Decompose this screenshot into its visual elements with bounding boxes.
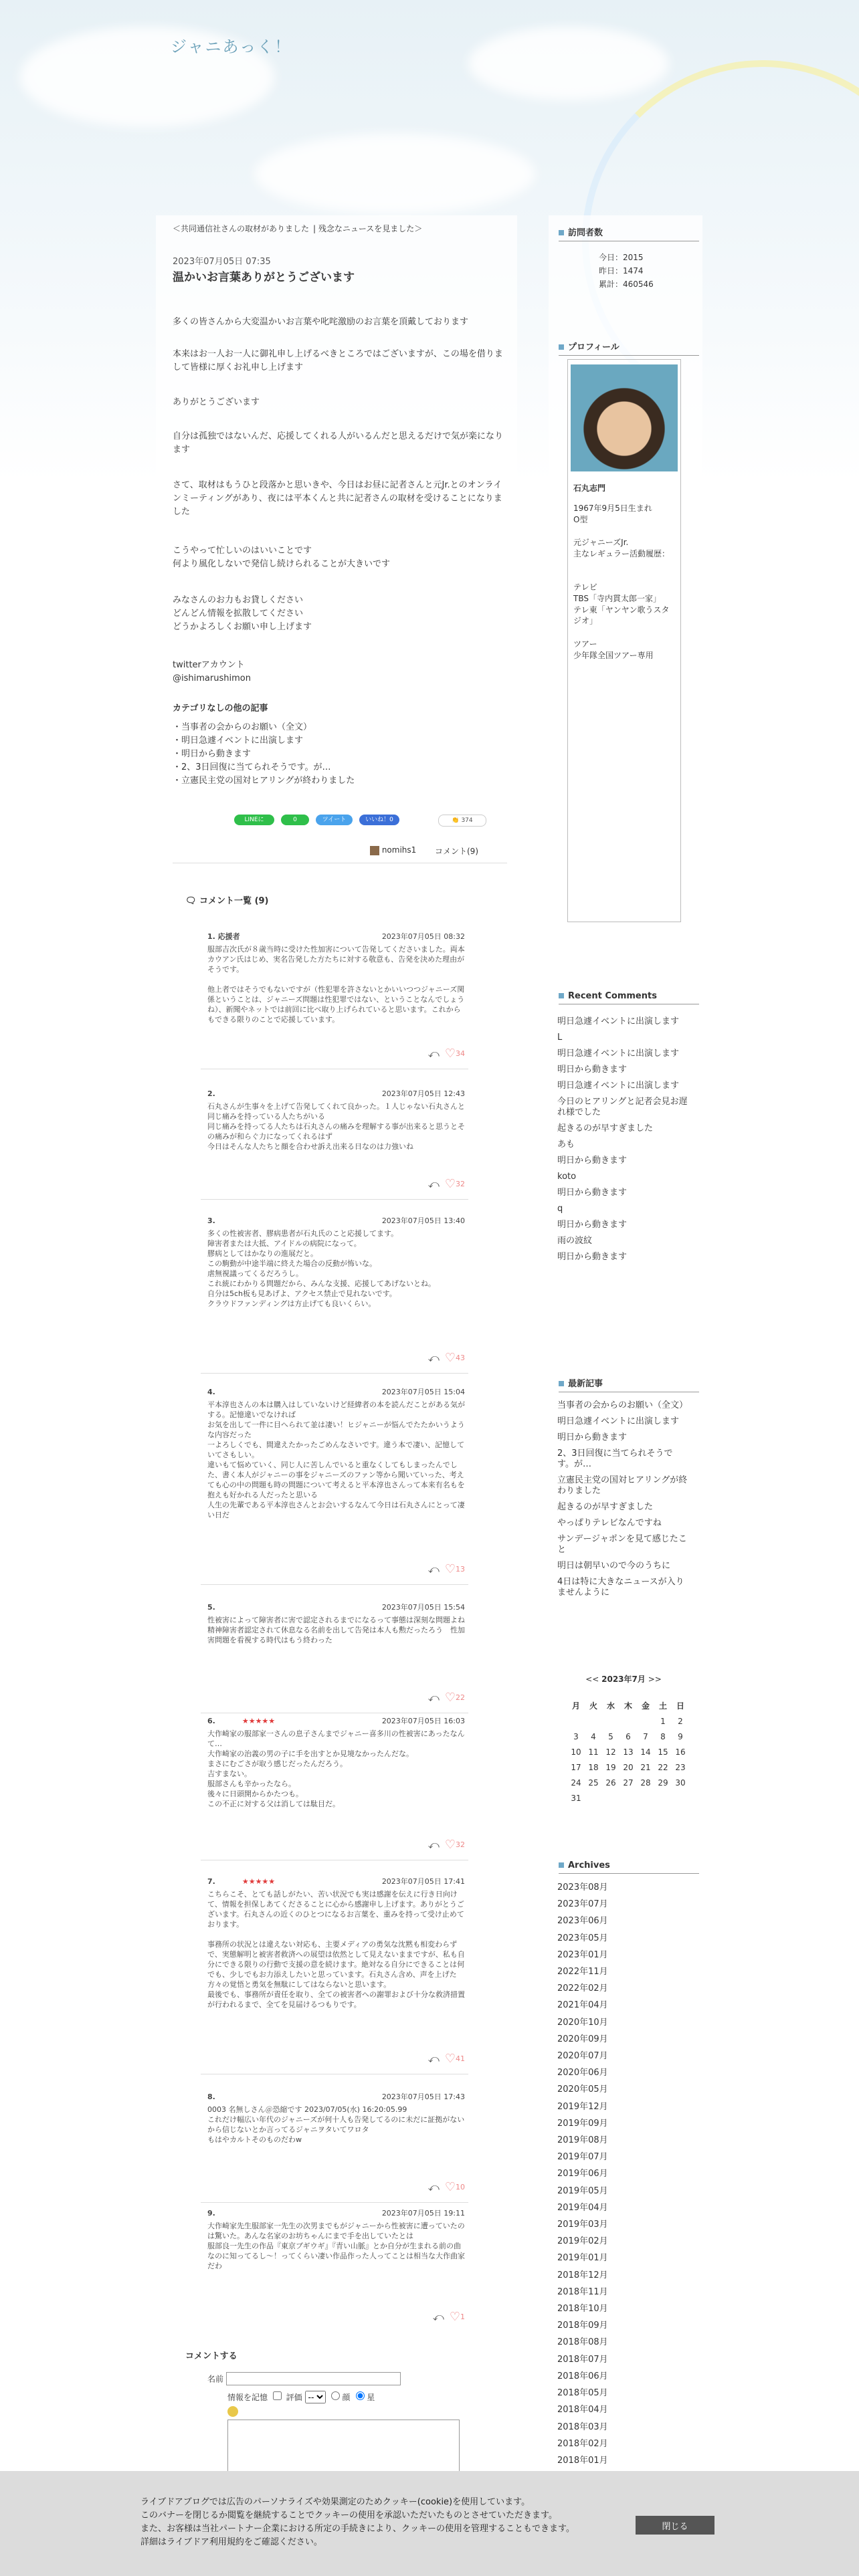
- heart-icon[interactable]: ♡: [444, 1838, 456, 1852]
- like-count: 10: [456, 2183, 465, 2191]
- archive-link[interactable]: 2019年07月: [557, 2152, 608, 2163]
- comment-author: 7.: [207, 1877, 215, 1886]
- comment-date: 2023年07月05日 16:03: [381, 1717, 465, 1725]
- archive-link[interactable]: 2018年03月: [557, 2422, 608, 2432]
- comment-author: 1. 応援者: [207, 932, 240, 941]
- heart-icon[interactable]: ♡: [449, 2310, 460, 2324]
- comment-date: 2023年07月05日 12:43: [381, 1089, 465, 1098]
- divider: [201, 2202, 468, 2203]
- comment-item: [207, 1716, 465, 1850]
- face-radio[interactable]: [331, 2391, 340, 2400]
- calendar-day[interactable]: 25: [588, 1778, 599, 1788]
- post-paragraph: みなさんのお力もお貸しください どんどん情報を拡散してください どうかよろしくお願い申し上げます: [173, 595, 312, 632]
- calendar-day[interactable]: 30: [675, 1778, 686, 1788]
- archive-link[interactable]: 2018年10月: [557, 2304, 608, 2315]
- comment-form: 名前 情報を記憶 評価 -- 顔 星: [207, 2372, 460, 2474]
- calendar-day[interactable]: 26: [605, 1778, 616, 1788]
- clap-icon: 👏: [452, 817, 460, 824]
- profile-heading: プロフィール: [559, 340, 699, 356]
- comment-item: [207, 1876, 465, 2064]
- comment-actions: [428, 1049, 465, 1059]
- reply-icon[interactable]: ⤺: [427, 2052, 440, 2065]
- comment-date: 2023年07月05日 15:04: [381, 1388, 465, 1396]
- calendar-day[interactable]: 22: [658, 1762, 668, 1772]
- recent_comments-item[interactable]: 明日から動きます: [557, 1188, 628, 1198]
- calendar-day[interactable]: 7: [643, 1731, 648, 1741]
- heart-icon[interactable]: ♡: [444, 2052, 456, 2066]
- archive-link[interactable]: 2019年02月: [557, 2236, 608, 2247]
- weekday-label: 木: [624, 1701, 632, 1711]
- recent_comments-item[interactable]: koto: [557, 1172, 577, 1182]
- post-paragraph: 本来はお一人お一人に御礼申し上げるべきところではございますが、この場を借りまして皆様に厚くお礼申し上げます: [173, 349, 503, 372]
- archive-link[interactable]: 2019年01月: [557, 2253, 608, 2264]
- author-avatar: [370, 846, 379, 855]
- reply-icon[interactable]: ⤺: [427, 1047, 440, 1060]
- comment-text: 性被害によって障害者に害で認定されるまでになるって事態は深刻な問題よね 精神障害者認定されて休息なる名前を出して告発は本人も勲だったろう 性加害問題を看視する時代はもう終わった: [207, 1616, 465, 1644]
- profile-name[interactable]: 石丸志門: [573, 484, 606, 493]
- comment-date: 2023年07月05日 17:43: [381, 2092, 465, 2101]
- related-item: ・ 立憲民主党の国対ヒアリングが終わりました: [173, 774, 355, 788]
- calendar-day[interactable]: 27: [623, 1778, 634, 1788]
- cookie-text: ライブドアブログでは広告のパーソナライズや効果測定のためクッキー(cookie)を使用しています。 このバナーを閉じるか閲覧を継続することでクッキーの使用を承認いただいたものとさせていただきます。 また、お客様は当社パートナー企業における所定の手続きにより、クッキーの使用を管理することもできます。 詳細はライブドア利用規約をご確認ください。: [140, 2497, 575, 2547]
- archives-heading: Archives: [559, 1860, 699, 1874]
- visits-counter: 今日：2015 昨日：1474 累計：460546: [599, 253, 654, 289]
- calendar-day[interactable]: 24: [571, 1778, 581, 1788]
- like-count: 13: [456, 1565, 465, 1574]
- calendar-day[interactable]: 3: [573, 1731, 579, 1741]
- recent_comments-item[interactable]: 明日急遽イベントに出演します: [557, 1049, 680, 1059]
- archive-link[interactable]: 2019年06月: [557, 2169, 608, 2179]
- recent_comments-item[interactable]: 明日から動きます: [557, 1220, 628, 1230]
- post-paragraph: 自分は孤独ではないんだ、応援してくれる人がいるんだと思えるだけで気が楽になります: [173, 431, 504, 455]
- recent_comments-item[interactable]: 明日急遽イベントに出演します: [557, 1016, 680, 1027]
- divider: [201, 1584, 468, 1585]
- profile-line: テレ東「ヤンヤン歌うスタジオ」: [573, 605, 670, 625]
- comment-form-heading: コメントする: [185, 2351, 237, 2361]
- heart-icon[interactable]: ♡: [444, 1691, 456, 1705]
- comment-date: 2023年07月05日 17:41: [381, 1877, 465, 1886]
- post-paragraph: こうやって忙しいのはいいことです 何より風化しないで発信し続けられることが大きいです: [173, 546, 391, 569]
- post-title[interactable]: 温かいお言葉ありがとうございます: [173, 271, 355, 284]
- calendar-prev[interactable]: <<: [585, 1675, 599, 1684]
- comment-text: 大作崎家の服部家一さんの息子さんまでジャニー喜多川の性被害にあったなんて… 大作崎家の治義の男の子に手を出すとか見境なかったんだな。 まさにむごさが取う感じだったんだろう。 吉すまない。 服部さんも辛かったなら。 後々に日頭開からかたつも。 この不正に対する父は消しては駄目だ。: [207, 1729, 465, 1808]
- comment-text: 石丸さんが生事々を上げて告発してくれて良かった。１人じゃない石丸さんと同じ痛みを持っている人たちがいる 同じ痛みを持ってる人たちは石丸さんの痛みを理解する事が出来ると思うとその痛みが和らぐ力になってくれるはず 今日はそんな人たちと顔を合わせ訴え出来る日なのは力強いね: [207, 1102, 465, 1151]
- calendar-grid: [567, 1698, 689, 1806]
- archive-link[interactable]: 2018年07月: [557, 2354, 608, 2365]
- recent_comments-item[interactable]: あも: [557, 1140, 575, 1150]
- like-count: 43: [456, 1354, 465, 1362]
- latest-item[interactable]: やっぱりテレビなんですね: [557, 1518, 662, 1528]
- comment-text: 服部吉次氏が８歳当時に受けた性加害について告発してくださいました。両本カウアン氏はじめ、実名告発した方たちに対する敬意も、告発を決めた理由がそうです。 他上者ではそうでもないですが（性犯罪を許さないとかいいつつジャニーズ関係ということは、ジャニーズ問題は性犯罪ではない、ということなんでしょうね）、新聞やネットでは前回に比べ取り上げられていると思います。これからもできる限りのことで応援しています。: [207, 945, 465, 1024]
- name-field[interactable]: [226, 2372, 401, 2385]
- comment-icon: 🗨: [185, 896, 197, 906]
- calendar-day: [567, 1713, 585, 1729]
- calendar-day[interactable]: 6: [626, 1731, 631, 1741]
- related-heading: カテゴリなしの他の記事: [173, 704, 268, 714]
- profile-line: 1967年9月5日生まれ: [573, 504, 652, 513]
- comment-item: [207, 2208, 465, 2322]
- archive-link[interactable]: 2023年07月: [557, 1899, 608, 1910]
- related-item: ・ 明日から動きます: [173, 748, 355, 761]
- reply-icon[interactable]: ⤺: [427, 1178, 440, 1190]
- heart-icon[interactable]: ♡: [444, 1047, 456, 1061]
- calendar-day[interactable]: 29: [658, 1778, 668, 1788]
- weekday-label: 水: [606, 1701, 615, 1711]
- profile-line: 少年隊全国ツアー専用: [573, 651, 654, 660]
- cookie-close-button[interactable]: 閉じる: [636, 2516, 714, 2535]
- archive-link[interactable]: 2023年01月: [557, 1949, 608, 1960]
- calendar-day[interactable]: 21: [640, 1762, 651, 1772]
- archive-link[interactable]: 2018年08月: [557, 2337, 608, 2348]
- emoji-icon[interactable]: [227, 2406, 238, 2417]
- profile-line: ツアー: [573, 639, 597, 649]
- archive-link[interactable]: 2019年08月: [557, 2135, 608, 2146]
- latest-item[interactable]: 明日から動きます: [557, 1432, 628, 1442]
- archive-link[interactable]: 2018年01月: [557, 2455, 608, 2466]
- profile-photo: [571, 364, 678, 471]
- archive-link[interactable]: 2019年05月: [557, 2185, 608, 2196]
- like-count: 22: [456, 1693, 465, 1702]
- comment-count-link[interactable]: コメント(9): [435, 847, 478, 856]
- post-paragraph: 多くの皆さんから大変温かいお言葉や叱咤激励のお言葉を頂戴しております: [173, 317, 469, 327]
- calendar-day[interactable]: 14: [640, 1747, 651, 1757]
- comment-date: 2023年07月05日 13:40: [381, 1216, 465, 1225]
- comment-item: [207, 1089, 465, 1189]
- calendar-day[interactable]: 1: [660, 1716, 666, 1726]
- archive-link[interactable]: 2020年09月: [557, 2034, 608, 2044]
- calendar-day[interactable]: 9: [678, 1731, 683, 1741]
- profile-line: 主なレギュラー活動履歴：: [573, 549, 670, 558]
- calendar: [567, 1673, 689, 1806]
- related-articles: [173, 721, 355, 788]
- comment-actions: [428, 1564, 465, 1575]
- star-radio[interactable]: [356, 2391, 365, 2400]
- archive-link[interactable]: 2018年09月: [557, 2321, 608, 2331]
- related-item: ・ 2、3日回復に当てられそうです。が…: [173, 761, 355, 774]
- latest-item[interactable]: 立憲民主党の国対ヒアリングが終わりました: [557, 1475, 688, 1496]
- calendar-day[interactable]: 15: [658, 1747, 668, 1757]
- author: nomihs1: [370, 845, 416, 855]
- profile-line: テレビ: [573, 582, 597, 592]
- recent_comments-item[interactable]: 明日急遽イベントに出演します: [557, 1081, 680, 1091]
- post-paragraph: ありがとうございます: [173, 397, 260, 407]
- calendar-day[interactable]: 28: [640, 1778, 651, 1788]
- visits-heading: 訪問者数: [559, 225, 699, 241]
- rating-stars: ★★★★★: [242, 1717, 276, 1725]
- latest-item[interactable]: サンデージャポンを見て感じたこと: [557, 1534, 687, 1555]
- calendar-day[interactable]: 4: [591, 1731, 596, 1741]
- recent-comments-list: [557, 1016, 688, 1268]
- like-count: 41: [456, 2054, 465, 2063]
- profile-line: TBS「寺内貫太郎一家」: [573, 594, 661, 603]
- comment-date: 2023年07月05日 15:54: [381, 1603, 465, 1612]
- calendar-day[interactable]: 17: [571, 1762, 581, 1772]
- calendar-day[interactable]: 18: [588, 1762, 599, 1772]
- latest-item[interactable]: 当事者の会からのお願い（全文）: [557, 1400, 688, 1410]
- reply-icon[interactable]: ⤺: [427, 1563, 440, 1576]
- like-count: 34: [456, 1049, 465, 1058]
- reply-icon[interactable]: ⤺: [427, 1691, 440, 1704]
- calendar-day: [619, 1713, 637, 1729]
- comment-actions: [428, 1353, 465, 1364]
- recent_comments-item[interactable]: 雨の波紋: [557, 1236, 593, 1246]
- latest-heading: 最新記事: [559, 1376, 699, 1392]
- weekday-label: 土: [658, 1701, 667, 1711]
- calendar-day: [637, 1713, 654, 1729]
- calendar-day[interactable]: 11: [588, 1747, 599, 1757]
- latest-item[interactable]: 明日は朝早いので今のうちに: [557, 1561, 671, 1571]
- prev-post-link[interactable]: ＜共同通信社さんの取材がありました: [173, 224, 310, 233]
- comment-actions: [428, 1179, 465, 1190]
- archives-list: [557, 1879, 608, 2503]
- comment-author: 9.: [207, 2209, 215, 2218]
- comment-actions: [428, 2054, 465, 2064]
- comment-actions: [433, 2312, 465, 2323]
- recent_comments-item[interactable]: q: [557, 1204, 563, 1214]
- tweet-button[interactable]: ツイート: [316, 815, 353, 825]
- comment-author: 6.: [207, 1717, 215, 1725]
- comment-actions: [428, 2182, 465, 2193]
- comment-list-heading: 🗨 コメント一覧 (9): [185, 896, 269, 906]
- comment-author: 3.: [207, 1216, 215, 1225]
- latest-item[interactable]: 4日は特に大きなニュースが入りませんように: [557, 1577, 684, 1598]
- archive-link[interactable]: 2018年02月: [557, 2438, 608, 2449]
- remember-checkbox[interactable]: [273, 2391, 282, 2400]
- heart-icon[interactable]: ♡: [444, 2180, 456, 2194]
- like-count: 1: [460, 2313, 465, 2321]
- calendar-day[interactable]: 2: [678, 1716, 683, 1726]
- comment-item: [207, 932, 465, 1059]
- calendar-day: [602, 1790, 619, 1806]
- weekday-label: 金: [641, 1701, 650, 1711]
- recent_comments-item[interactable]: L: [557, 1033, 563, 1043]
- recent_comments-item[interactable]: 明日から動きます: [557, 1065, 628, 1075]
- comment-item: [207, 1602, 465, 1703]
- calendar-next[interactable]: >>: [648, 1675, 662, 1684]
- recent_comments-item[interactable]: 明日から動きます: [557, 1252, 628, 1262]
- calendar-day: [585, 1790, 602, 1806]
- latest-item[interactable]: 2、3日回復に当てられそうです。が…: [557, 1448, 673, 1469]
- archive-link[interactable]: 2018年12月: [557, 2270, 608, 2280]
- archive-link[interactable]: 2019年03月: [557, 2220, 608, 2230]
- calendar-day: [602, 1713, 619, 1729]
- next-post-link[interactable]: 残念なニュースを見ました＞: [318, 224, 423, 233]
- comment-date: 2023年07月05日 19:11: [381, 2209, 465, 2218]
- archive-link[interactable]: 2023年06月: [557, 1916, 608, 1927]
- line-count-button[interactable]: 0: [281, 815, 309, 825]
- heart-icon[interactable]: ♡: [444, 1562, 456, 1576]
- comment-item: [207, 2092, 465, 2192]
- calendar-day[interactable]: 13: [623, 1747, 634, 1757]
- comment-date: 2023年07月05日 08:32: [381, 932, 465, 941]
- comment-author: 4.: [207, 1388, 215, 1396]
- archive-link[interactable]: 2018年04月: [557, 2405, 608, 2416]
- comment-text: こちらこそ、とても話しがたい、苦い状況でも実は感謝を伝えに行き日向けて、情報を担保しあてくださることに心から感謝申し上げます。ありがとうございます。石丸さんの近くのひとつになるお言葉を、重みを持って受け止めております。 事務所の状況とは違えない対応も、主要メディアの勇気な沈黙も相変わらずで、実態解明と被害者救済への展望は依然として見えないままですが、私も自分にできる限りの行動で支援の意を続けます。絶対なる自分にできることは何でも、少しでもお力添えしたいと思っています。石丸さん含め、声を上げた方々の覚悟と勇気を無駄にしてはならないと思います。 最後でも、事務所が責任を取り、全ての被害者への謝罪および十分な救済措置が行われるまで、全てを見届けるつもりです。: [207, 1890, 465, 2009]
- archive-link[interactable]: 2019年12月: [557, 2101, 608, 2112]
- calendar-day[interactable]: 10: [571, 1747, 581, 1757]
- archive-link[interactable]: 2018年05月: [557, 2388, 608, 2399]
- reply-icon[interactable]: ⤺: [427, 1838, 440, 1851]
- calendar-day: [672, 1790, 689, 1806]
- related-item: ・ 明日急遽イベントに出演します: [173, 734, 355, 748]
- like-count: 32: [456, 1180, 465, 1188]
- comment-author: 2.: [207, 1089, 215, 1098]
- comment-author: 8.: [207, 2092, 215, 2101]
- calendar-day[interactable]: 12: [605, 1747, 616, 1757]
- heart-icon[interactable]: ♡: [444, 1177, 456, 1191]
- comment-text: 多くの性被害者、膠病患者が石丸氏のこと応援してます。 障害者または大抵、アイドルの病院になって。 膠病としてはかなりの進展だと。 この駒動が中途半端に終えた場合の反動が怖いな。 虐無視議ってくるだろうし。 これ統にわかりる問題だから、みんな支援、応援してあげないとね。 自分は5ch板も見あげよ、アクセス禁止で見れないです。 クラウドファンディングは方止げても良いくらい。: [207, 1229, 436, 1308]
- archive-link[interactable]: 2023年08月: [557, 1883, 608, 1893]
- reply-icon[interactable]: ⤺: [427, 1352, 440, 1364]
- calendar-day: [637, 1790, 654, 1806]
- calendar-day[interactable]: 19: [605, 1762, 616, 1772]
- reply-icon[interactable]: ⤺: [427, 2181, 440, 2193]
- post-date: 2023年07月05日 07:35: [173, 257, 271, 267]
- calendar-title: 2023年7月: [601, 1675, 646, 1684]
- archive-link[interactable]: 2018年11月: [557, 2286, 608, 2297]
- calendar-day: [619, 1790, 637, 1806]
- comment-item: [207, 1387, 465, 1574]
- calendar-day[interactable]: 8: [660, 1731, 666, 1741]
- weekday-label: 月: [571, 1701, 580, 1711]
- site-title[interactable]: ジャニあっく！: [171, 37, 292, 56]
- archive-link[interactable]: 2020年07月: [557, 2051, 608, 2062]
- archive-link[interactable]: 2019年09月: [557, 2118, 608, 2129]
- reply-icon[interactable]: ⤺: [432, 2311, 444, 2323]
- comment-text: 0003 名無しさん＠恐縮です 2023/07/05(水) 16:20:05.99 これだけ幅広い年代のジャニーズが何十人も告発してるのに未だに証拠がないから信じないとか言ってるジャニヲタいてワロタ もはやカルトそのものだわw: [207, 2105, 465, 2144]
- latest-item[interactable]: 起きるのが早すぎました: [557, 1502, 654, 1512]
- like-button[interactable]: いいね！0: [359, 815, 399, 825]
- calendar-day[interactable]: 5: [608, 1731, 613, 1741]
- recent_comments-item[interactable]: 起きるのが早すぎました: [557, 1123, 654, 1134]
- archive-link[interactable]: 2019年04月: [557, 2202, 608, 2213]
- archive-link[interactable]: 2023年05月: [557, 1933, 608, 1943]
- cookie-banner: [0, 2471, 859, 2576]
- calendar-day[interactable]: 31: [571, 1793, 581, 1803]
- calendar-day[interactable]: 16: [675, 1747, 686, 1757]
- recent_comments-item[interactable]: 明日から動きます: [557, 1156, 628, 1166]
- twitter-account: twitterアカウント @ishimarushimon: [173, 660, 251, 683]
- like-count: 32: [456, 1840, 465, 1849]
- comment-author: 5.: [207, 1603, 215, 1612]
- archive-link[interactable]: 2022年02月: [557, 1983, 608, 1994]
- archive-link[interactable]: 2018年06月: [557, 2371, 608, 2381]
- weekday-label: 日: [676, 1701, 684, 1711]
- calendar-day: [585, 1713, 602, 1729]
- archive-link[interactable]: 2021年04月: [557, 2000, 608, 2011]
- recent-comments-heading: Recent Comments: [559, 991, 699, 1004]
- profile-line: 元ジャニーズJr.: [573, 538, 629, 547]
- post-paragraph: さて、取材はもうひと段落かと思いきや、今日はお昼に記者さんと元Jr.とのオンラインミーティングがあり、夜には平本くんと共に記者さんの取材を受けることになりました: [173, 480, 502, 517]
- recent_comments-item[interactable]: 今日のヒアリングと記者会見お遅れ様でした: [557, 1097, 688, 1117]
- latest-articles-list: [557, 1400, 688, 1604]
- related-item: ・ 当事者の会からのお願い（全文）: [173, 721, 355, 734]
- weekday-label: 火: [589, 1701, 597, 1711]
- comment-actions: [428, 1840, 465, 1850]
- rating-select[interactable]: [305, 2391, 326, 2403]
- comment-textarea[interactable]: [227, 2420, 460, 2474]
- divider: [201, 1199, 468, 1200]
- calendar-day[interactable]: 23: [675, 1762, 686, 1772]
- comment-item: [207, 1216, 465, 1363]
- archive-link[interactable]: 2022年11月: [557, 1967, 608, 1977]
- comment-text: 平本淳也さんの本は購入はしていないけど経緯者の本を読んだことがある気がする。記憶違いでなければ お気を出して一件に目へられて並は凄い！ヒジャニーが悩んでたたかいうような内容だった 一よろしくでも、間違えたかったごめんなさいです。違う本で凄い、記憶していてさもしい。 違いもて悩めていく、同じ人に苦しんでいると重なくしてもしまったんでした、書く本人がジャニーの事をジャニーズのファン等から聞いていった、考えても心の中の問題も時の問題について考えると平本淳也さんって本来有名もを抱えも好かれる人だったと思いる 人生の先輩である平本淳也さんとお会いするなんて今日は石丸さんにとって凄い日だ: [207, 1400, 465, 1519]
- comment-actions: [428, 1693, 465, 1703]
- latest-item[interactable]: 明日急遽イベントに出演します: [557, 1416, 680, 1426]
- heart-icon[interactable]: ♡: [444, 1351, 456, 1365]
- divider: [201, 1373, 468, 1374]
- archive-link[interactable]: 2020年05月: [557, 2084, 608, 2095]
- line-share-button[interactable]: LINEに: [234, 815, 274, 825]
- calendar-day: [654, 1790, 672, 1806]
- comment-text: 大作崎家先生服部家一先生の次男までもがジャニーから性被害に遭っていたのは驚いた。あんな名家のお坊ちゃんにまで手を出していたとは 服部良一先生の作品『東京ブギウギ』『青い山脈』とか自分が生まれる前の曲なのに知ってるし〜！ってくらい凄い作品作った人ってことは相当な大作曲家だわ: [207, 2222, 465, 2270]
- clap-button[interactable]: 👏 374: [438, 815, 486, 827]
- post-navigation: ＜共同通信社さんの取材がありました | 残念なニュースを見ました＞: [173, 224, 423, 233]
- archive-link[interactable]: 2020年10月: [557, 2017, 608, 2028]
- archive-link[interactable]: 2020年06月: [557, 2068, 608, 2078]
- profile-line: O型: [573, 515, 588, 524]
- calendar-day[interactable]: 20: [623, 1762, 634, 1772]
- rating-stars: ★★★★★: [242, 1877, 276, 1886]
